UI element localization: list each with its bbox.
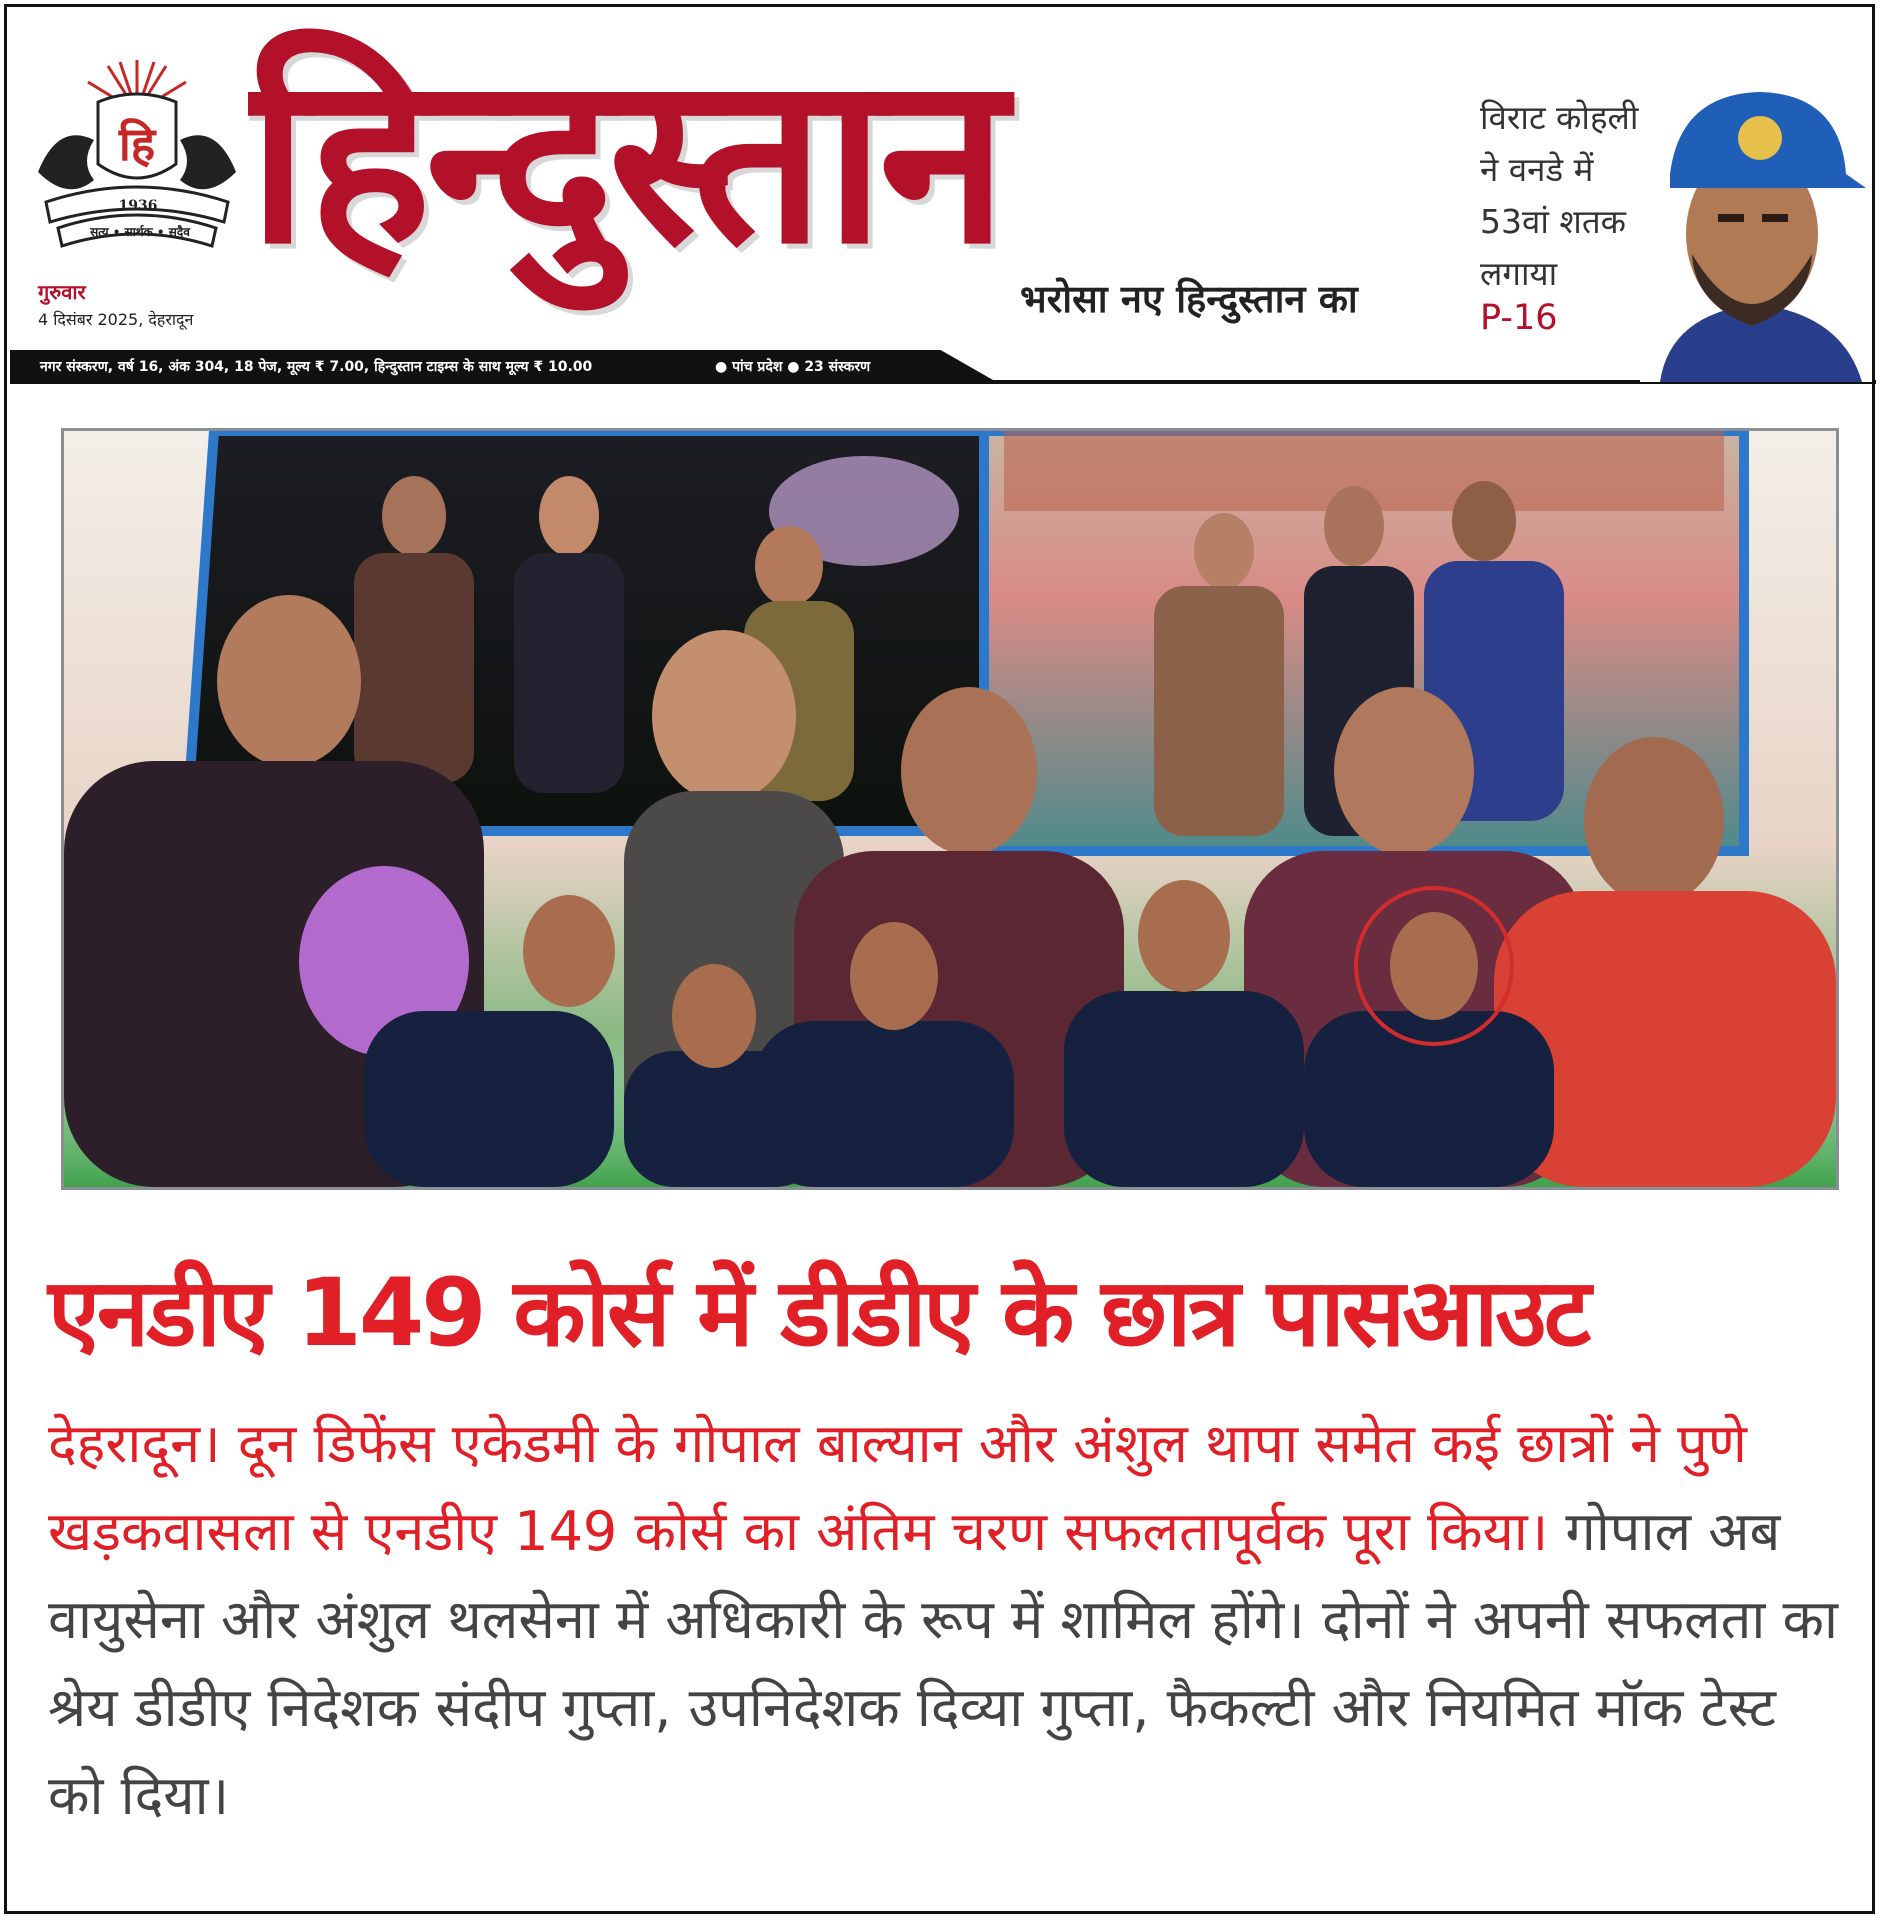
photo-collage[interactable]: [61, 428, 1839, 1190]
issue-day: गुरुवार: [38, 280, 86, 304]
newspaper-tagline: भरोसा नए हिन्दुस्तान का: [1020, 277, 1358, 321]
article-headline[interactable]: एनडीए 149 कोर्स में डीडीए के छात्र पासआउट: [48, 1259, 1589, 1368]
emblem-motto: सत्य • सार्थक • सदैव: [90, 225, 190, 239]
article-body-text: गोपाल अब वायुसेना और अंशुल थलसेना में अधिकारी के रूप में शामिल होंगे। दोनों ने अपनी सफलता का श्रेय डीडीए निदेशक संदीप गुप्ता, उपनिदेशक दिव्या गुप्ता, फैकल्टी और नियमित मॉक टेस्ट को दिया।: [48, 1500, 1838, 1827]
newspaper-emblem: [28, 52, 246, 252]
teaser-page-ref[interactable]: P-16: [1480, 298, 1558, 338]
emblem-year: 1936: [118, 198, 158, 214]
teaser-photo: [1640, 64, 1872, 382]
masthead-divider: [10, 380, 1876, 384]
newspaper-title[interactable]: हिन्दुस्तान: [248, 25, 1002, 295]
teaser-headline[interactable]: विराट कोहली ने वनडे में 53वां शतक लगाया: [1480, 98, 1639, 293]
article-dateline: देहरादून।: [48, 1412, 221, 1475]
issue-date: 4 दिसंबर 2025, देहरादून: [38, 310, 194, 329]
edition-markets: ● पांच प्रदेश ● 23 संस्करण: [715, 359, 871, 375]
article-lead: दून डिफेंस एकेडमी के गोपाल बाल्यान और अंशुल थापा समेत कई छात्रों ने पुणे खड़कवासला से एनडीए 149 कोर्स का अंतिम चरण सफलतापूर्वक पूरा किया।: [48, 1412, 1747, 1563]
svg-text:हि: हि: [118, 117, 156, 171]
edition-info: नगर संस्करण, वर्ष 16, अंक 304, 18 पेज, मूल्य ₹ 7.00, हिन्दुस्तान टाइम्स के साथ मूल्य ₹ 10.00: [40, 359, 593, 375]
article-body: [48, 1400, 1848, 1840]
